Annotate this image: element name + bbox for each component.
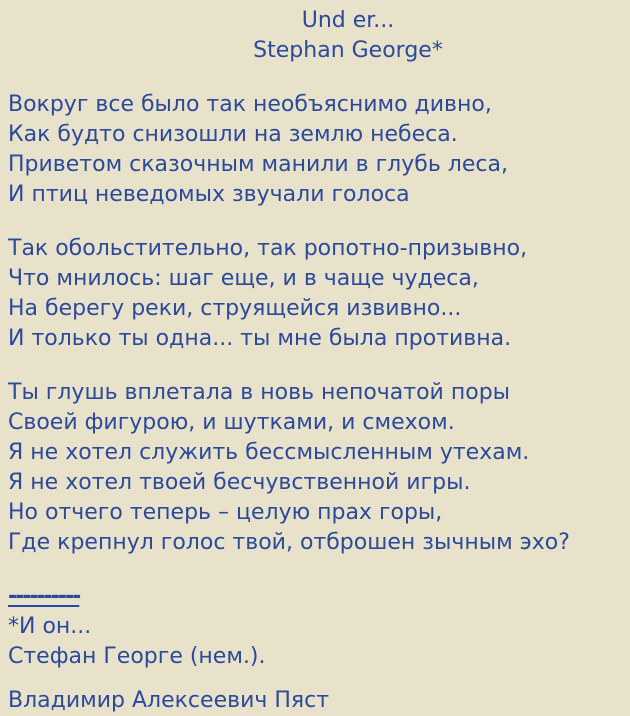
poem-line: Вокруг все было так необъяснимо дивно,: [8, 92, 492, 117]
poem-header: [8, 6, 624, 66]
footnote-divider: [8, 582, 624, 612]
poem-line: Я не хотел служить бессмысленным утехам.: [8, 440, 530, 465]
footnote-line: Стефан Георге (нем.).: [8, 644, 266, 669]
poem-line: Как будто снизошли на землю небеса.: [8, 122, 458, 147]
author-block: [8, 686, 624, 716]
stanza-2: [8, 234, 624, 354]
poem-line: Приветом сказочным манили в глубь леса,: [8, 152, 508, 177]
poem-author-name: Владимир Алексеевич Пяст: [8, 688, 330, 713]
poem-line: Так обольстительно, так ропотно-призывно,: [8, 236, 528, 261]
stanza-3: [8, 378, 624, 558]
footnote-line: *И он...: [8, 614, 92, 639]
footnote-block: [8, 582, 624, 672]
stanza-1: [8, 90, 624, 210]
poem-line: Я не хотел твоей бесчувственной игры.: [8, 470, 471, 495]
poem-line: Что мнилось: шаг еще, и в чаще чудеса,: [8, 266, 479, 291]
poem-line: На берегу реки, струящейся извивно...: [8, 296, 462, 321]
footnote-divider-dashes: ----------: [8, 584, 80, 609]
poem-line: И только ты одна... ты мне была противна.: [8, 326, 512, 351]
poem-title-attribution: Stephan George*: [253, 38, 443, 63]
poem-line: Но отчего теперь – целую прах горы,: [8, 500, 443, 525]
poem-line: Своей фигурою, и шутками, и смехом.: [8, 410, 455, 435]
poem-title-german: Und er...: [301, 8, 395, 33]
poem-line: Где крепнул голос твой, отброшен зычным эхо?: [8, 530, 570, 555]
poem-line: Ты глушь вплетала в новь непочатой поры: [8, 380, 511, 405]
poem-line: И птиц неведомых звучали голоса: [8, 182, 410, 207]
